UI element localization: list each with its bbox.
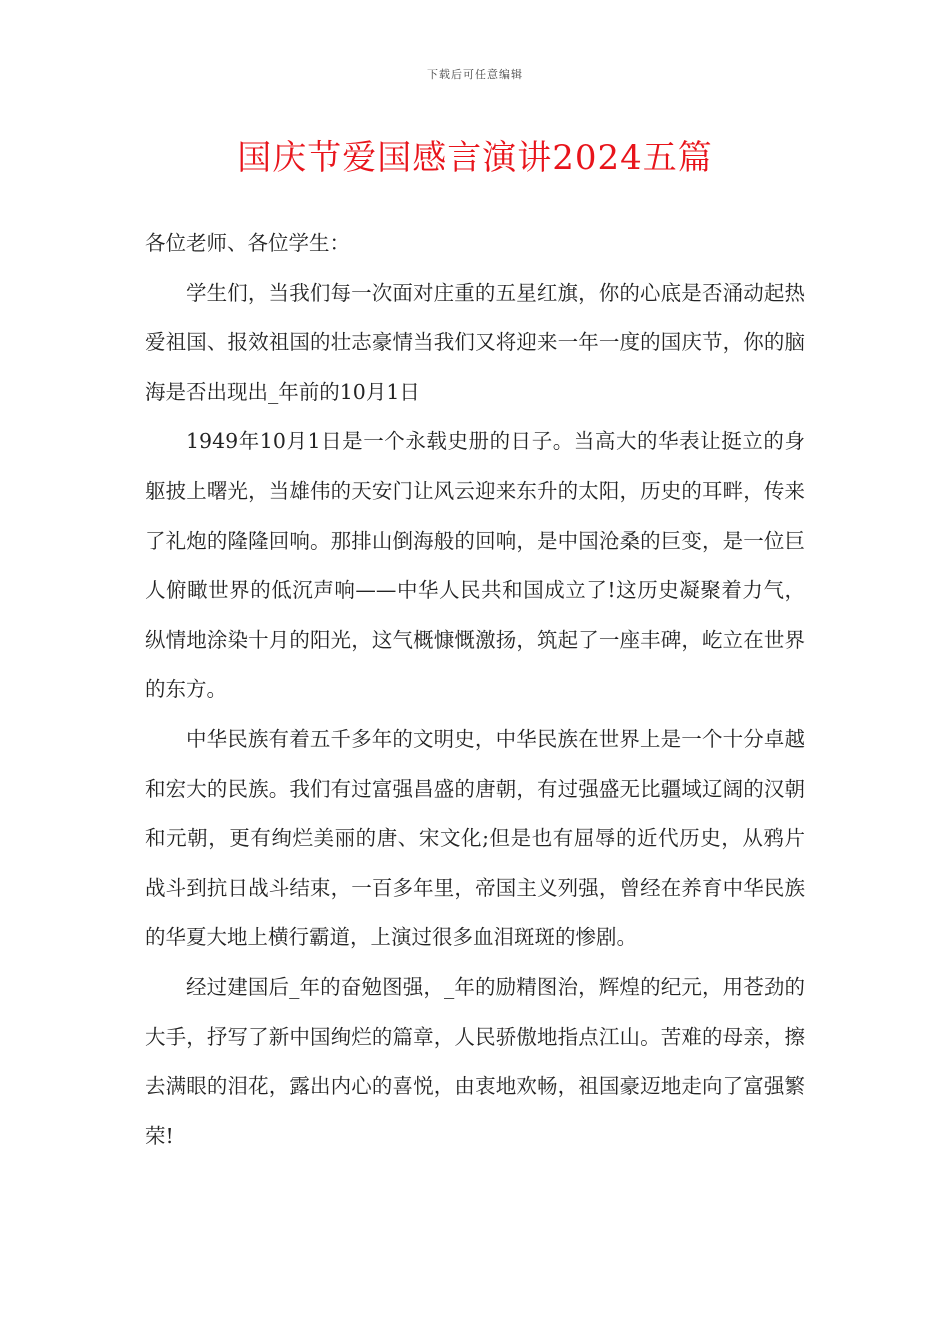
paragraph-2: 1949年10月1日是一个永载史册的日子。当高大的华表让挺立的身躯披上曙光，当雄伟的天安门让风云迎来东升的太阳，历史的耳畔，传来了礼炮的隆隆回响。那排山倒海般的回响，是中国沧桑的巨变，是一位巨人俯瞰世界的低沉声响——中华人民共和国成立了!这历史凝聚着力气，纵情地涂染十月的阳光，这气概慷慨激扬，筑起了一座丰碑，屹立在世界的东方。 [145,429,805,702]
header-note: 下载后可任意编辑 [427,68,523,81]
document-body [145,219,805,1161]
paragraph-1: 学生们，当我们每一次面对庄重的五星红旗，你的心底是否涌动起热爱祖国、报效祖国的壮志豪情当我们又将迎来一年一度的国庆节，你的脑海是否出现出_年前的10月1日 [145,280,805,404]
paragraph-3: 中华民族有着五千多年的文明史，中华民族在世界上是一个十分卓越和宏大的民族。我们有过富强昌盛的唐朝，有过强盛无比疆域辽阔的汉朝和元朝，更有绚烂美丽的唐、宋文化;但是也有屈辱的近代历史，从鸦片战斗到抗日战斗结束，一百多年里，帝国主义列强，曾经在养育中华民族的华夏大地上横行霸道，上演过很多血泪斑斑的惨剧。 [145,726,805,950]
document-title: 国庆节爱国感言演讲2024五篇 [237,138,713,178]
paragraph-4: 经过建国后_年的奋勉图强，_年的励精图治，辉煌的纪元，用苍劲的大手，抒写了新中国绚烂的篇章，人民骄傲地指点江山。苦难的母亲，擦去满眼的泪花，露出内心的喜悦，由衷地欢畅，祖国豪迈地走向了富强繁荣! [145,974,805,1148]
salutation: 各位老师、各位学生： [145,231,350,255]
